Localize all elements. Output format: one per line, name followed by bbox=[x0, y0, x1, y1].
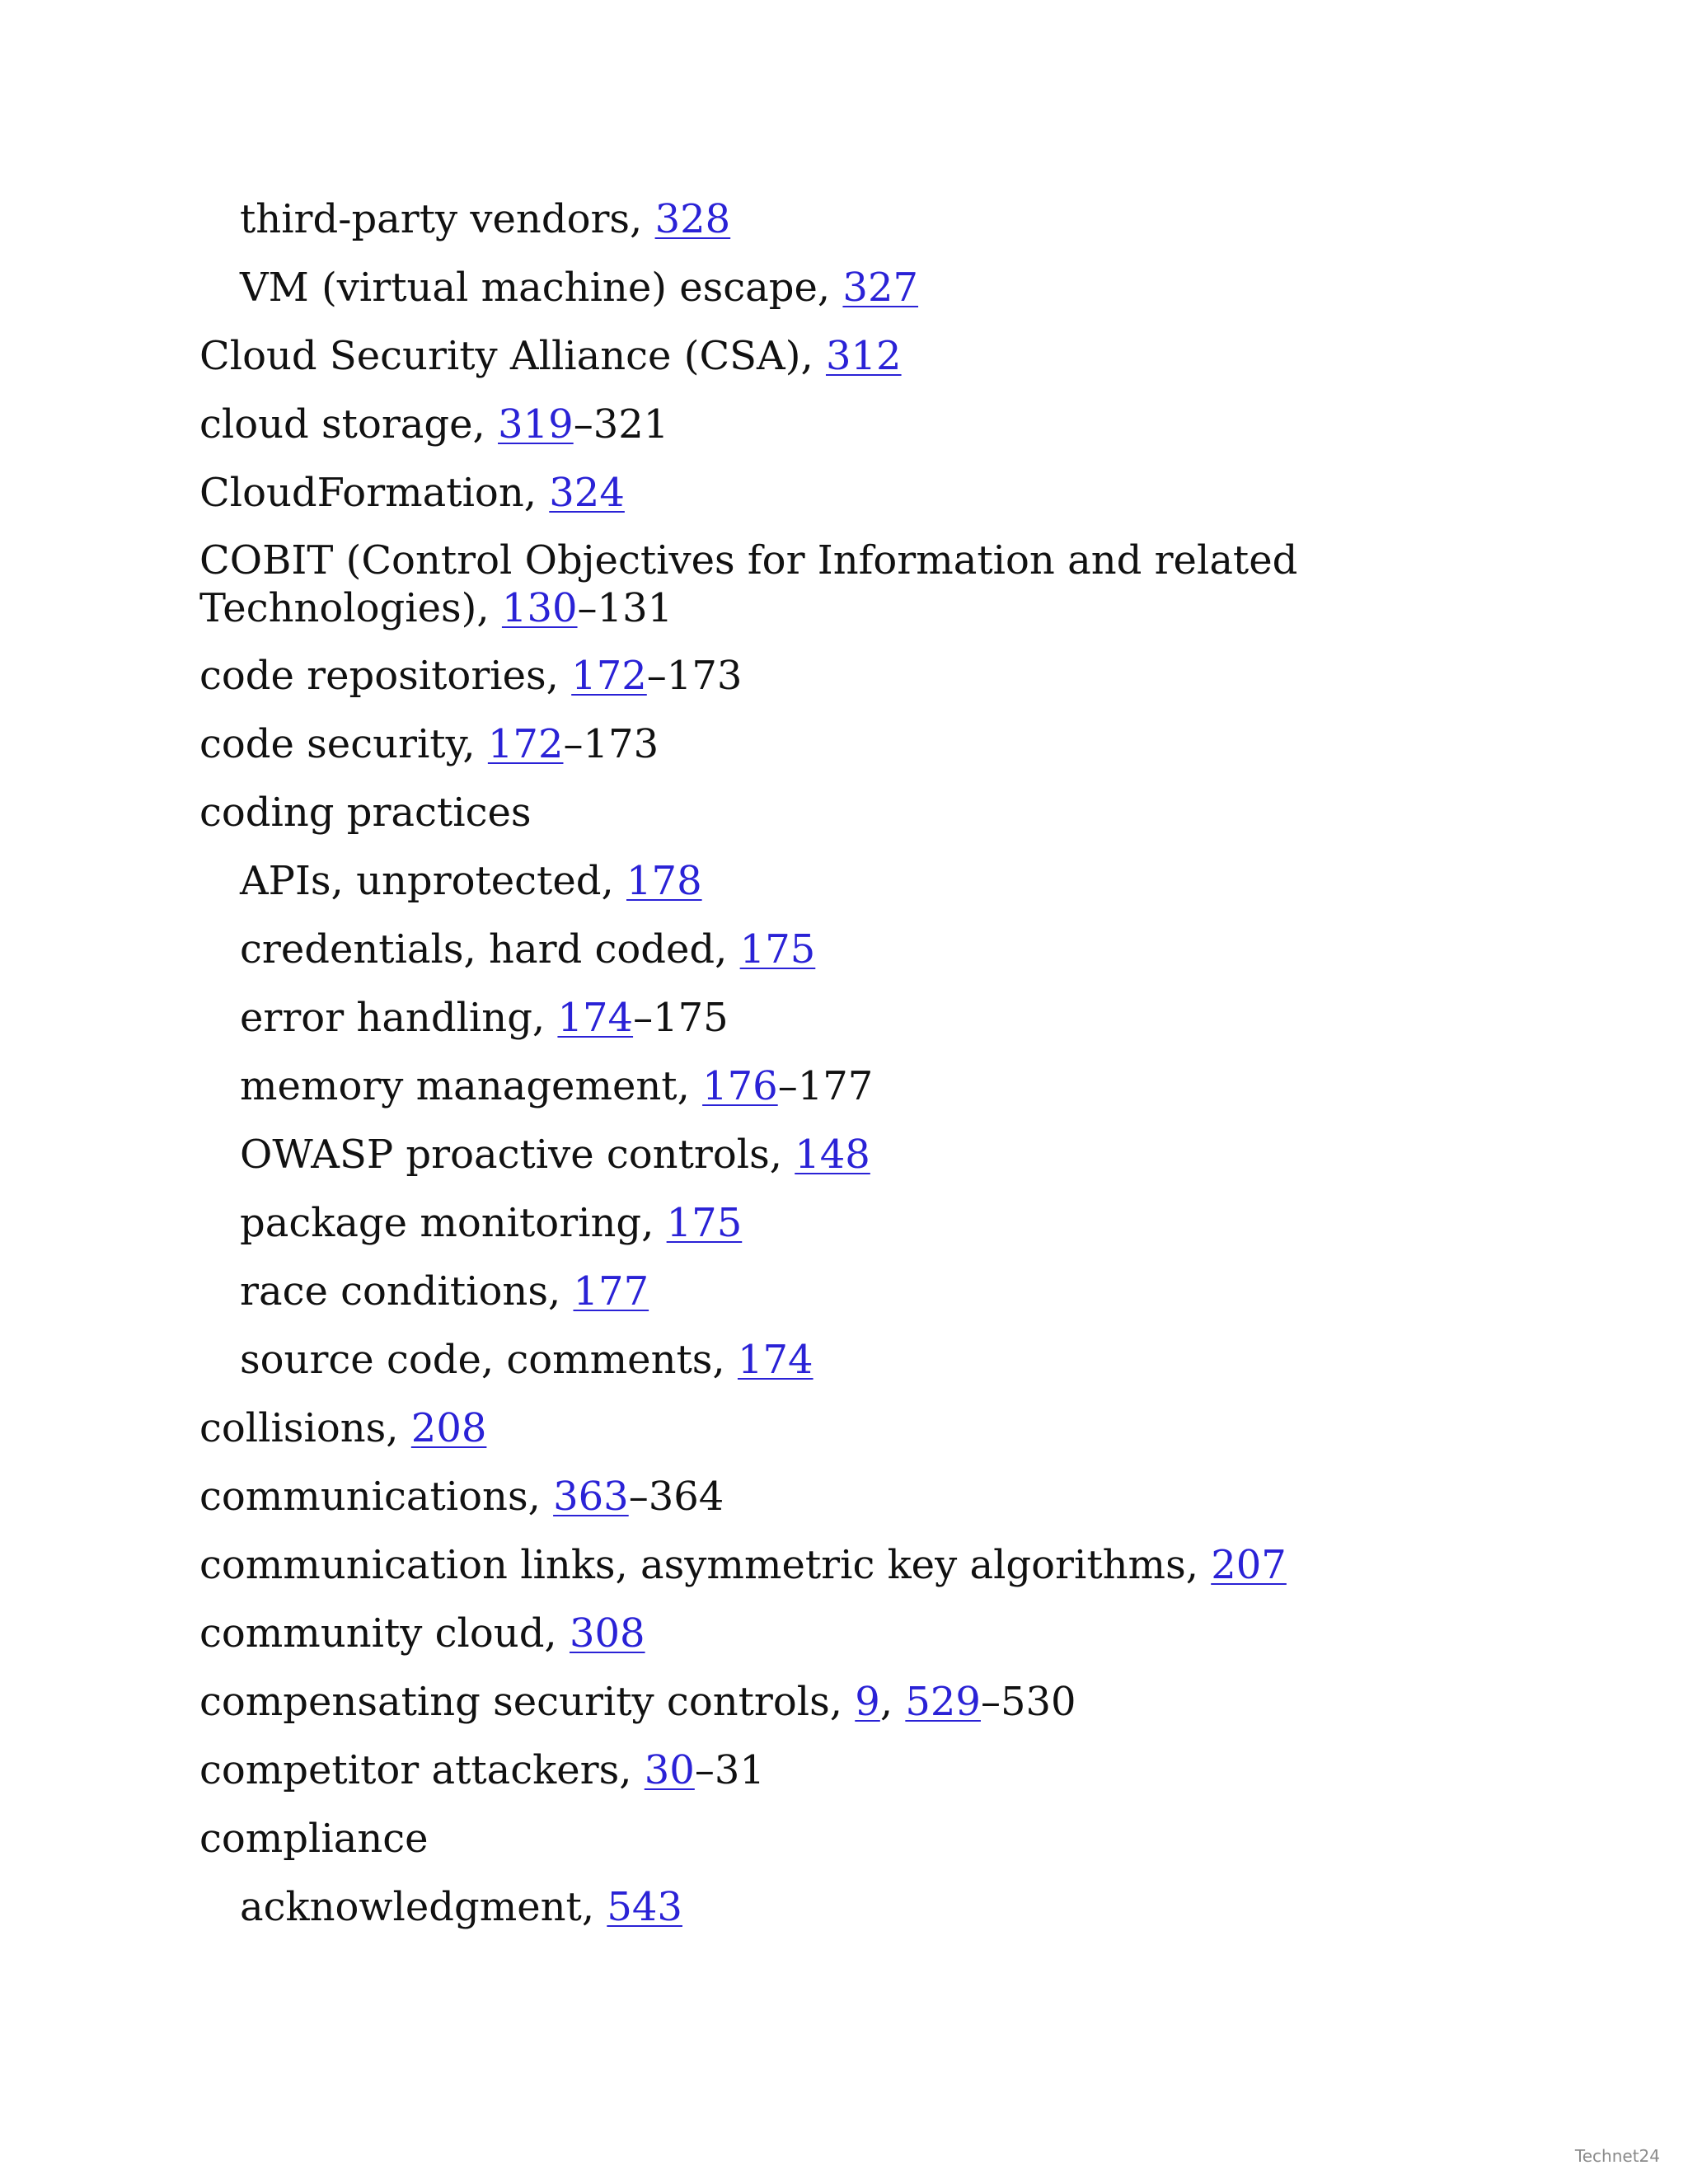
index-list bbox=[199, 194, 1518, 1951]
page-link[interactable]: 176 bbox=[702, 1063, 778, 1109]
index-entry bbox=[199, 1814, 1518, 1863]
index-term: credentials, hard coded, bbox=[240, 926, 740, 972]
page-link[interactable]: 324 bbox=[549, 470, 625, 516]
page-link[interactable]: 308 bbox=[569, 1610, 645, 1657]
page-link[interactable]: 178 bbox=[626, 858, 702, 904]
index-term: race conditions, bbox=[240, 1268, 574, 1315]
page-link[interactable]: 172 bbox=[487, 721, 564, 767]
page-range-end: –131 bbox=[577, 585, 673, 631]
page-link[interactable]: 175 bbox=[739, 926, 816, 972]
index-term: Cloud Security Alliance (CSA), bbox=[199, 333, 826, 379]
index-entry bbox=[199, 651, 1518, 701]
page-separator: , bbox=[879, 1679, 906, 1725]
index-term: coding practices bbox=[199, 790, 532, 836]
index-term: OWASP proactive controls, bbox=[240, 1132, 795, 1178]
index-entry bbox=[199, 1404, 1518, 1453]
index-entry bbox=[199, 1472, 1518, 1521]
page-range-end: –530 bbox=[980, 1679, 1076, 1725]
index-term: CloudFormation, bbox=[199, 470, 550, 516]
page-range-end: –173 bbox=[646, 653, 743, 699]
page-link[interactable]: 363 bbox=[553, 1474, 629, 1520]
index-subentry bbox=[199, 1882, 1518, 1932]
index-term: communications, bbox=[199, 1474, 554, 1520]
page-link[interactable]: 208 bbox=[410, 1405, 487, 1451]
index-term: memory management, bbox=[240, 1063, 703, 1109]
index-term: compliance bbox=[199, 1816, 429, 1862]
page-range-end: –175 bbox=[633, 995, 729, 1041]
page-link[interactable]: 543 bbox=[607, 1884, 682, 1930]
index-term: code security, bbox=[199, 721, 488, 767]
index-subentry bbox=[199, 263, 1518, 312]
index-term: COBIT (Control Objectives for Information and related Technologies), bbox=[199, 537, 1298, 631]
index-term: collisions, bbox=[199, 1405, 411, 1451]
index-term: source code, comments, bbox=[240, 1337, 738, 1383]
page-link[interactable]: 30 bbox=[644, 1747, 695, 1793]
page-link[interactable]: 319 bbox=[498, 401, 574, 448]
index-term: error handling, bbox=[240, 995, 558, 1041]
page-link[interactable]: 174 bbox=[557, 995, 634, 1041]
index-entry bbox=[199, 1540, 1518, 1590]
page-link[interactable]: 174 bbox=[737, 1337, 814, 1383]
index-subentry bbox=[199, 1198, 1518, 1248]
index-term: community cloud, bbox=[199, 1610, 570, 1657]
page-link[interactable]: 175 bbox=[666, 1200, 743, 1246]
index-subentry bbox=[199, 993, 1518, 1043]
page-link[interactable]: 312 bbox=[825, 333, 902, 379]
page-link[interactable]: 177 bbox=[573, 1268, 649, 1315]
index-subentry bbox=[199, 1130, 1518, 1179]
index-term: acknowledgment, bbox=[240, 1884, 607, 1930]
footer-watermark: Technet24 bbox=[1574, 2146, 1660, 2166]
page-link[interactable]: 327 bbox=[842, 265, 919, 311]
index-subentry bbox=[199, 1335, 1518, 1385]
index-term: package monitoring, bbox=[240, 1200, 667, 1246]
index-entry bbox=[199, 331, 1518, 381]
index-entry bbox=[199, 719, 1518, 769]
page-link[interactable]: 148 bbox=[795, 1132, 870, 1178]
page-link[interactable]: 529 bbox=[905, 1679, 981, 1725]
index-entry bbox=[199, 788, 1518, 837]
page-range-end: –321 bbox=[573, 401, 669, 448]
page-range-end: –31 bbox=[694, 1747, 765, 1793]
index-entry bbox=[199, 1609, 1518, 1658]
index-term: third-party vendors, bbox=[240, 196, 655, 242]
index-subentry bbox=[199, 1062, 1518, 1111]
index-entry bbox=[199, 468, 1518, 518]
index-term: competitor attackers, bbox=[199, 1747, 645, 1793]
index-term: code repositories, bbox=[199, 653, 572, 699]
index-term: APIs, unprotected, bbox=[240, 858, 626, 904]
page-link[interactable]: 172 bbox=[571, 653, 647, 699]
index-term: communication links, asymmetric key algorithms, bbox=[199, 1542, 1212, 1588]
index-subentry bbox=[199, 856, 1518, 906]
index-entry bbox=[199, 1746, 1518, 1795]
index-term: cloud storage, bbox=[199, 401, 499, 448]
page-range-end: –364 bbox=[628, 1474, 724, 1520]
index-entry bbox=[199, 400, 1518, 449]
page-link[interactable]: 9 bbox=[855, 1679, 880, 1725]
page-link[interactable]: 130 bbox=[501, 585, 578, 631]
page-range-end: –173 bbox=[563, 721, 659, 767]
page-range-end: –177 bbox=[777, 1063, 874, 1109]
index-entry bbox=[199, 1677, 1518, 1727]
index-term: VM (virtual machine) escape, bbox=[240, 265, 843, 311]
index-subentry bbox=[199, 1267, 1518, 1316]
index-subentry bbox=[199, 194, 1518, 244]
index-subentry bbox=[199, 925, 1518, 974]
page-link[interactable]: 328 bbox=[654, 196, 731, 242]
index-entry bbox=[199, 537, 1518, 632]
page-link[interactable]: 207 bbox=[1211, 1542, 1287, 1588]
index-term: compensating security controls, bbox=[199, 1679, 856, 1725]
